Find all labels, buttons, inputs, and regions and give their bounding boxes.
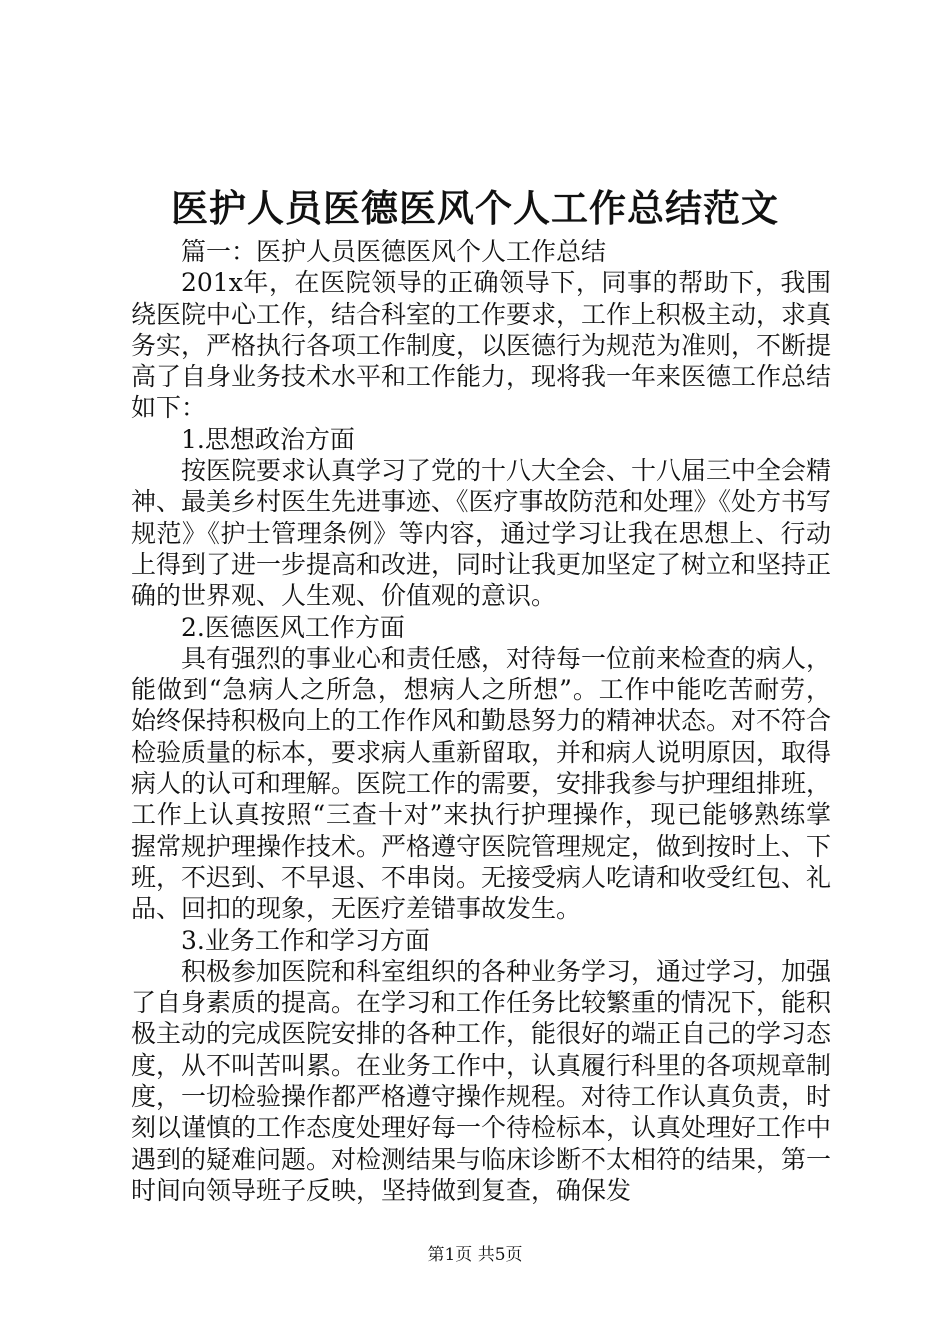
document-body: [131, 236, 831, 1206]
section-heading-1: 1.思想政治方面: [181, 424, 355, 454]
intro-paragraph: 201x年，在医院领导的正确领导下，同事的帮助下，我围绕医院中心工作，结合科室的工作要求，工作上积极主动，求真务实，严格执行各项工作制度，以医德行为规范为准则，不断提高了自身业务技术水平和工作能力，现将我一年来医德工作总结如下：: [131, 268, 832, 423]
section-body-1: 按医院要求认真学习了党的十八大全会、十八届三中全会精神、最美乡村医生先进事迹、《医疗事故防范和处理》《处方书写规范》《护士管理条例》等内容，通过学习让我在思想上、行动上得到了进一步提高和改进，同时让我更加坚定了树立和坚持正确的世界观、人生观、价值观的意识。: [131, 456, 832, 611]
section-body-3: 积极参加医院和科室组织的各种业务学习，通过学习，加强了自身素质的提高。在学习和工作任务比较繁重的情况下，能积极主动的完成医院安排的各种工作，能很好的端正自己的学习态度，从不叫苦叫累。在业务工作中，认真履行科里的各项规章制度，一切检验操作都严格遵守操作规程。对待工作认真负责，时刻以谨慎的工作态度处理好每一个待检标本，认真处理好工作中遇到的疑难问题。对检测结果与临床诊断不太相符的结果，第一时间向领导班子反映，坚持做到复查，确保发: [131, 956, 832, 1205]
section-heading-2: 2.医德医风工作方面: [181, 612, 405, 642]
page-footer: 第1页 共5页: [427, 1245, 523, 1265]
section-heading-3: 3.业务工作和学习方面: [181, 925, 430, 955]
document-title: 医护人员医德医风个人工作总结范文: [171, 186, 779, 230]
section-body-2: 具有强烈的事业心和责任感，对待每一位前来检查的病人，能做到“急病人之所急，想病人之所想”。工作中能吃苦耐劳，始终保持积极向上的工作作风和勤恳努力的精神状态。对不符合检验质量的标本，要求病人重新留取，并和病人说明原因，取得病人的认可和理解。医院工作的需要，安排我参与护理组排班，工作上认真按照“三查十对”来执行护理操作，现已能够熟练掌握常规护理操作技术。严格遵守医院管理规定，做到按时上、下班，不迟到、不早退、不串岗。无接受病人吃请和收受红包、礼品、回扣的现象，无医疗差错事故发生。: [131, 643, 832, 924]
subtitle: 篇一：医护人员医德医风个人工作总结: [181, 237, 607, 266]
